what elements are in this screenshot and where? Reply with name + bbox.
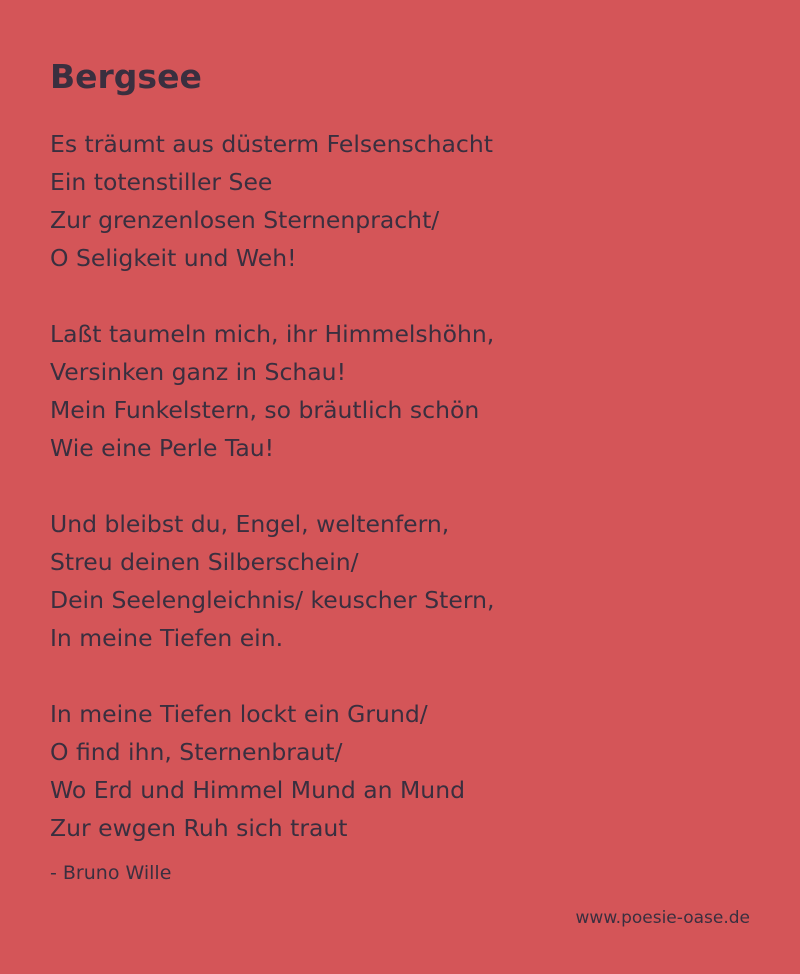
stanza-1 (50, 125, 750, 277)
poem-author: - Bruno Wille (50, 862, 172, 884)
poem-line: Wie eine Perle Tau! (50, 434, 275, 462)
poem-title: Bergsee (50, 57, 202, 96)
poem-line: Und bleibst du, Engel, weltenfern, (50, 510, 450, 538)
poem-line: Dein Seelengleichnis/ keuscher Stern, (50, 586, 495, 614)
website-url: www.poesie-oase.de (575, 908, 750, 928)
poem-line: Streu deinen Silberschein/ (50, 548, 359, 576)
stanza-4 (50, 695, 750, 847)
poem-line: Mein Funkelstern, so bräutlich schön (50, 396, 480, 424)
poem-line: Es träumt aus düsterm Felsenschacht (50, 130, 493, 158)
poem-line: Wo Erd und Himmel Mund an Mund (50, 776, 466, 804)
poem-line: Laßt taumeln mich, ihr Himmelshöhn, (50, 320, 495, 348)
poem-body (50, 125, 750, 885)
poem-line: Ein totenstiller See (50, 168, 273, 196)
poem-line: O find ihn, Sternenbraut/ (50, 738, 343, 766)
poem-line: Versinken ganz in Schau! (50, 358, 346, 386)
poem-line: In meine Tiefen lockt ein Grund/ (50, 700, 428, 728)
poem-line: Zur ewgen Ruh sich traut (50, 814, 348, 842)
stanza-3 (50, 505, 750, 657)
poem-line: Zur grenzenlosen Sternenpracht/ (50, 206, 440, 234)
stanza-2 (50, 315, 750, 467)
poem-line: In meine Tiefen ein. (50, 624, 284, 652)
poem-line: O Seligkeit und Weh! (50, 244, 297, 272)
